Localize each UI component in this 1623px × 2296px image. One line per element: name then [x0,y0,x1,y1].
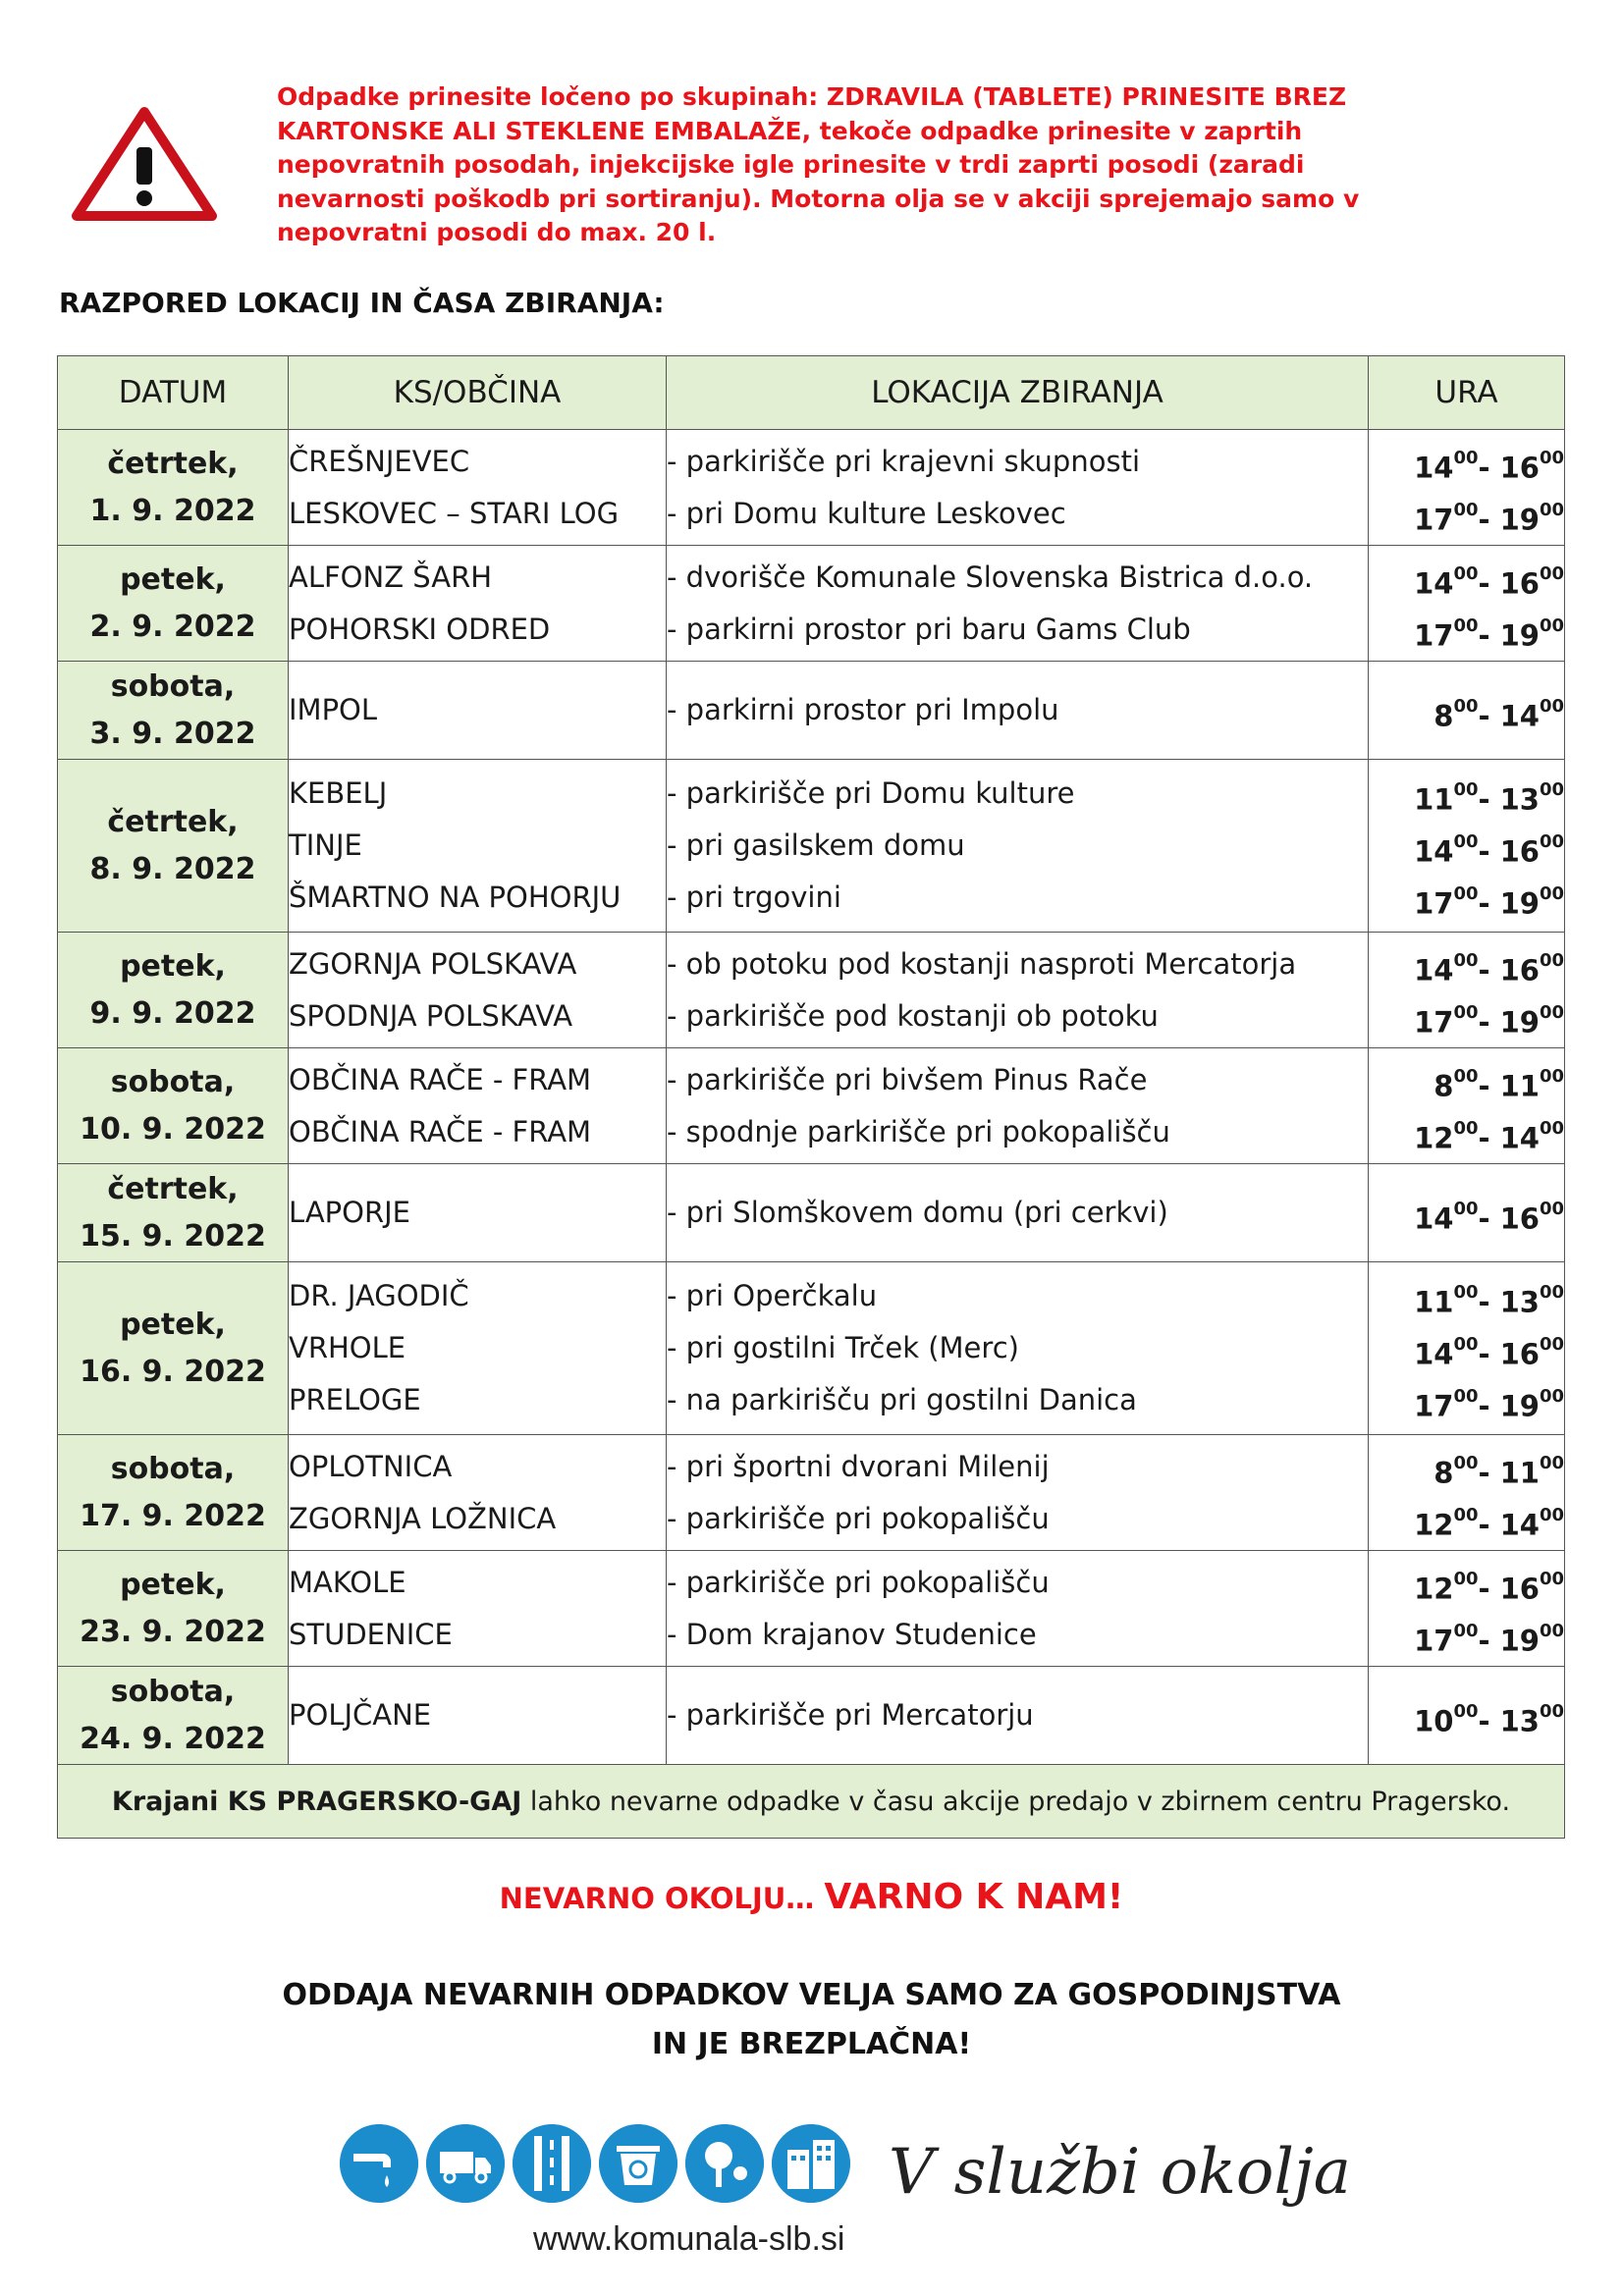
warning-line: nepovratnih posodah, injekcijske igle prinesite v trdi zaprti posodi (zaradi [277,150,1305,179]
time-from-h: 8 [1434,1456,1454,1490]
location-cell [667,662,1369,760]
date: 23. 9. 2022 [80,1614,266,1649]
time-from-h: 14 [1414,834,1454,869]
time-from-h: 11 [1414,782,1454,817]
location-cell [667,1164,1369,1262]
place: POHORSKI ODRED [289,612,551,646]
location-cell [667,1667,1369,1765]
time-to-m: 00 [1539,883,1564,904]
weekday: petek, [120,1567,226,1602]
time-to-m: 00 [1539,696,1564,717]
time-from-m: 00 [1453,1452,1479,1473]
time-from-m: 00 [1453,614,1479,636]
warning-line: nevarnosti poškodb pri sortiranju). Motorna olja se v akciji sprejemajo samo v [277,184,1360,213]
weekday: četrtek, [107,446,239,481]
time-to-m: 00 [1539,1568,1564,1589]
location: - dvorišče Komunale Slovenska Bistrica d.o.o. [667,560,1314,594]
time-from-h: 17 [1414,1389,1454,1423]
location: - pri gostilni Trček (Merc) [667,1331,1019,1364]
time-cell [1369,1667,1565,1765]
time-to-h: 14 [1499,699,1540,733]
place: LAPORJE [289,1196,411,1229]
place: ZGORNJA LOŽNICA [289,1501,557,1535]
time-from-h: 14 [1414,1337,1454,1371]
time-range: $17^{00}-$ $19^{00}$ [1414,1620,1564,1658]
table-row [58,430,1565,546]
pragersko-note-bold: Krajani KS PRAGERSKO-GAJ [111,1786,522,1817]
time-cell [1369,933,1565,1048]
time-range: $14^{00}-$ $16^{00}$ [1414,831,1564,869]
place: OBČINA RAČE - FRAM [289,1114,592,1148]
warning-text [277,80,1514,250]
time-to-h: 16 [1499,1572,1540,1606]
date: 17. 9. 2022 [80,1498,266,1533]
time-from-m: 00 [1453,1568,1479,1589]
table-row [58,1667,1565,1765]
time-from-m: 00 [1453,1117,1479,1139]
time-to-m: 00 [1539,1117,1564,1139]
table-row [58,546,1565,662]
time-range: $8^{00}-$ $11^{00}$ [1434,1452,1564,1490]
time-from-h: 14 [1414,566,1454,601]
time-cell [1369,1164,1565,1262]
place: POLJČANE [289,1698,432,1732]
location-cell [667,1048,1369,1164]
place: KEBELJ [289,776,388,810]
location: - pri Domu kulture Leskovec [667,496,1066,530]
place: ALFONZ ŠARH [289,560,493,594]
time-from-h: 12 [1414,1572,1454,1606]
time-from-h: 10 [1414,1704,1454,1738]
date: 3. 9. 2022 [89,716,256,751]
time-from-m: 00 [1453,696,1479,717]
slogan-part2: VARNO K NAM! [824,1877,1124,1917]
location: - ob potoku pod kostanji nasproti Mercatorja [667,946,1297,981]
table-row [58,760,1565,933]
location: - pri trgovini [667,881,841,914]
time-to-m: 00 [1539,1701,1564,1722]
place-cell [289,546,667,662]
place: DR. JAGODIČ [289,1279,469,1312]
time-from-h: 11 [1414,1285,1454,1319]
time-to-m: 00 [1539,1620,1564,1641]
waste-truck-icon [426,2124,505,2203]
weekday: sobota, [110,668,236,704]
place-cell [289,1435,667,1551]
location: - Dom krajanov Studenice [667,1617,1037,1651]
date-cell [58,546,289,662]
date-cell [58,1667,289,1765]
time-from-m: 00 [1453,1282,1479,1303]
time-cell [1369,760,1565,933]
time-to-m: 00 [1539,831,1564,852]
date: 1. 9. 2022 [89,493,256,528]
time-cell [1369,662,1565,760]
schedule-table [57,355,1565,1839]
place: OPLOTNICA [289,1449,453,1483]
time-range: $10^{00}-$ $13^{00}$ [1414,1701,1564,1738]
time-cell [1369,1435,1565,1551]
time-to-m: 00 [1539,1504,1564,1525]
time-to-m: 00 [1539,614,1564,636]
time-from-h: 17 [1414,1005,1454,1040]
time-to-h: 19 [1499,886,1540,921]
date: 2. 9. 2022 [89,609,256,644]
warning-triangle-icon [71,106,218,222]
time-from-h: 17 [1414,886,1454,921]
location-cell [667,546,1369,662]
slogan-signature: V službi okolja [889,2136,1351,2209]
time-from-m: 00 [1453,779,1479,800]
place: OBČINA RAČE - FRAM [289,1062,592,1096]
location: - parkirišče pri Domu kulture [667,776,1075,810]
location: - na parkirišču pri gostilni Danica [667,1383,1137,1416]
time-from-m: 00 [1453,1065,1479,1087]
header-ura: URA [1369,356,1565,430]
weekday: četrtek, [107,1171,239,1206]
location: - pri Slomškovem domu (pri cerkvi) [667,1196,1168,1229]
time-from-h: 12 [1414,1508,1454,1542]
time-from-m: 00 [1453,447,1479,468]
date-cell [58,933,289,1048]
time-to-h: 19 [1499,503,1540,537]
time-to-m: 00 [1539,562,1564,584]
time-to-h: 13 [1499,782,1540,817]
place: LESKOVEC – STARI LOG [289,496,620,530]
time-range: $12^{00}-$ $14^{00}$ [1414,1504,1564,1542]
time-from-h: 14 [1414,451,1454,485]
place: VRHOLE [289,1331,406,1364]
time-range: $12^{00}-$ $14^{00}$ [1414,1117,1564,1155]
time-to-h: 19 [1499,1005,1540,1040]
time-range: $17^{00}-$ $19^{00}$ [1414,1386,1564,1423]
slogan [0,1877,1623,1917]
place: IMPOL [289,693,378,726]
date: 8. 9. 2022 [89,851,256,886]
date: 24. 9. 2022 [80,1721,266,1756]
time-from-h: 14 [1414,1201,1454,1236]
date: 16. 9. 2022 [80,1354,266,1389]
time-from-h: 14 [1414,953,1454,988]
slogan-part1: NEVARNO OKOLJU… [499,1882,825,1915]
table-footer-row [58,1765,1565,1839]
location-cell [667,430,1369,546]
time-to-h: 16 [1499,1337,1540,1371]
location-cell [667,1551,1369,1667]
date: 10. 9. 2022 [80,1111,266,1147]
location: - pri Operčkalu [667,1279,878,1312]
weekday: petek, [120,561,226,597]
time-from-h: 17 [1414,1624,1454,1658]
time-from-m: 00 [1453,1620,1479,1641]
pragersko-note-text: lahko nevarne odpadke v času akcije predajo v zbirnem centru Pragersko. [521,1786,1511,1817]
time-range: $14^{00}-$ $16^{00}$ [1414,949,1564,988]
notice-line: ODDAJA NEVARNIH ODPADKOV VELJA SAMO ZA GOSPODINJSTVA [282,1978,1341,2012]
table-row [58,1435,1565,1551]
time-to-m: 00 [1539,499,1564,520]
place-cell [289,1667,667,1765]
tree-icon [685,2124,764,2203]
time-cell [1369,430,1565,546]
time-from-h: 17 [1414,503,1454,537]
time-from-h: 12 [1414,1121,1454,1155]
location-cell [667,760,1369,933]
date-cell [58,1164,289,1262]
header-datum: DATUM [58,356,289,430]
date-cell [58,760,289,933]
notice-line: IN JE BREZPLAČNA! [651,2027,972,2061]
table-row [58,1551,1565,1667]
location-cell [667,1262,1369,1435]
header-ks-obcina: KS/OBČINA [289,356,667,430]
time-range: $14^{00}-$ $16^{00}$ [1414,562,1564,601]
location: - parkirišče pri pokopališču [667,1501,1050,1535]
faucet-icon [340,2124,418,2203]
location: - parkirišče pri Mercatorju [667,1698,1034,1732]
date-cell [58,662,289,760]
time-range: $14^{00}-$ $16^{00}$ [1414,1199,1564,1236]
place: ČREŠNJEVEC [289,444,470,478]
place-cell [289,1164,667,1262]
pragersko-note [58,1765,1565,1839]
location: - parkirišče pri bivšem Pinus Rače [667,1062,1148,1096]
time-range: $11^{00}-$ $13^{00}$ [1414,779,1564,817]
time-from-m: 00 [1453,1334,1479,1355]
header-lokacija: LOKACIJA ZBIRANJA [667,356,1369,430]
weekday: petek, [120,1307,226,1342]
date-cell [58,1551,289,1667]
buildings-icon [772,2124,850,2203]
time-to-m: 00 [1539,1065,1564,1087]
place-cell [289,1262,667,1435]
weekday: četrtek, [107,804,239,839]
time-from-m: 00 [1453,1504,1479,1525]
website-link[interactable]: www.komunala-slb.si [533,2220,845,2258]
time-range: $17^{00}-$ $19^{00}$ [1414,883,1564,921]
road-icon [513,2124,591,2203]
place-cell [289,430,667,546]
time-to-h: 14 [1499,1508,1540,1542]
place-cell [289,760,667,933]
date: 15. 9. 2022 [80,1218,266,1254]
place: STUDENICE [289,1617,453,1651]
location: - pri gasilskem domu [667,828,965,862]
warning-line: KARTONSKE ALI STEKLENE EMBALAŽE, tekoče odpadke prinesite v zaprtih [277,116,1303,145]
time-from-m: 00 [1453,1001,1479,1023]
time-range: $14^{00}-$ $16^{00}$ [1414,447,1564,485]
time-range: $14^{00}-$ $16^{00}$ [1414,1334,1564,1371]
time-range: $17^{00}-$ $19^{00}$ [1414,499,1564,537]
time-to-h: 19 [1499,1624,1540,1658]
location: - parkirni prostor pri Impolu [667,693,1059,726]
place: ZGORNJA POLSKAVA [289,946,577,981]
table-row [58,662,1565,760]
time-cell [1369,546,1565,662]
place: ŠMARTNO NA POHORJU [289,881,622,914]
location: - parkirišče pri krajevni skupnosti [667,444,1140,478]
time-to-m: 00 [1539,1199,1564,1219]
time-to-h: 19 [1499,618,1540,653]
place: TINJE [289,828,362,862]
weekday: sobota, [110,1064,236,1099]
weekday: sobota, [110,1451,236,1486]
time-to-h: 13 [1499,1704,1540,1738]
place-cell [289,1048,667,1164]
place-cell [289,1551,667,1667]
weekday: petek, [120,948,226,984]
time-range: $8^{00}-$ $11^{00}$ [1434,1065,1564,1103]
time-from-m: 00 [1453,949,1479,971]
table-header-row [58,356,1565,430]
time-to-h: 16 [1499,1201,1540,1236]
time-from-m: 00 [1453,883,1479,904]
place-cell [289,662,667,760]
time-to-h: 13 [1499,1285,1540,1319]
location: - parkirišče pri pokopališču [667,1565,1050,1599]
service-icons [340,2124,858,2203]
date: 9. 9. 2022 [89,995,256,1031]
location-cell [667,933,1369,1048]
table-row [58,1048,1565,1164]
time-from-m: 00 [1453,1199,1479,1219]
table-row [58,1262,1565,1435]
time-range: $17^{00}-$ $19^{00}$ [1414,614,1564,653]
place-cell [289,933,667,1048]
place: SPODNJA POLSKAVA [289,998,573,1033]
time-to-m: 00 [1539,1452,1564,1473]
warning-line: Odpadke prinesite ločeno po skupinah: ZDRAVILA (TABLETE) PRINESITE BREZ [277,82,1347,111]
warning-line: nepovratni posodi do max. 20 l. [277,218,717,246]
location: - spodnje parkirišče pri pokopališču [667,1114,1170,1148]
households-notice [0,1971,1623,2069]
time-to-m: 00 [1539,1386,1564,1407]
time-from-m: 00 [1453,1386,1479,1407]
time-range: $17^{00}-$ $19^{00}$ [1414,1001,1564,1040]
date-cell [58,1435,289,1551]
time-to-m: 00 [1539,1001,1564,1023]
date-cell [58,430,289,546]
time-from-m: 00 [1453,562,1479,584]
schedule-title: RAZPORED LOKACIJ IN ČASA ZBIRANJA: [59,287,665,319]
time-from-h: 17 [1414,618,1454,653]
time-to-m: 00 [1539,949,1564,971]
table-row [58,1164,1565,1262]
weekday: sobota, [110,1674,236,1709]
date-cell [58,1048,289,1164]
time-to-m: 00 [1539,447,1564,468]
time-to-m: 00 [1539,1334,1564,1355]
time-to-h: 16 [1499,834,1540,869]
date-cell [58,1262,289,1435]
time-to-h: 11 [1499,1069,1540,1103]
time-from-h: 8 [1434,699,1454,733]
time-range: $12^{00}-$ $16^{00}$ [1414,1568,1564,1606]
time-to-m: 00 [1539,779,1564,800]
time-to-h: 16 [1499,566,1540,601]
time-to-h: 11 [1499,1456,1540,1490]
time-to-h: 14 [1499,1121,1540,1155]
time-to-h: 19 [1499,1389,1540,1423]
time-to-h: 16 [1499,953,1540,988]
location: - pri športni dvorani Milenij [667,1449,1050,1483]
time-from-m: 00 [1453,1701,1479,1722]
location: - parkirišče pod kostanji ob potoku [667,998,1159,1033]
time-cell [1369,1048,1565,1164]
time-cell [1369,1262,1565,1435]
table-row [58,933,1565,1048]
time-from-m: 00 [1453,831,1479,852]
time-range: $8^{00}-$ $14^{00}$ [1434,696,1564,733]
time-range: $11^{00}-$ $13^{00}$ [1414,1282,1564,1319]
time-from-h: 8 [1434,1069,1454,1103]
place: PRELOGE [289,1383,421,1416]
time-to-h: 16 [1499,451,1540,485]
place: MAKOLE [289,1565,406,1599]
time-to-m: 00 [1539,1282,1564,1303]
location-cell [667,1435,1369,1551]
time-cell [1369,1551,1565,1667]
location: - parkirni prostor pri baru Gams Club [667,612,1191,646]
time-from-m: 00 [1453,499,1479,520]
recycling-bin-icon [599,2124,677,2203]
